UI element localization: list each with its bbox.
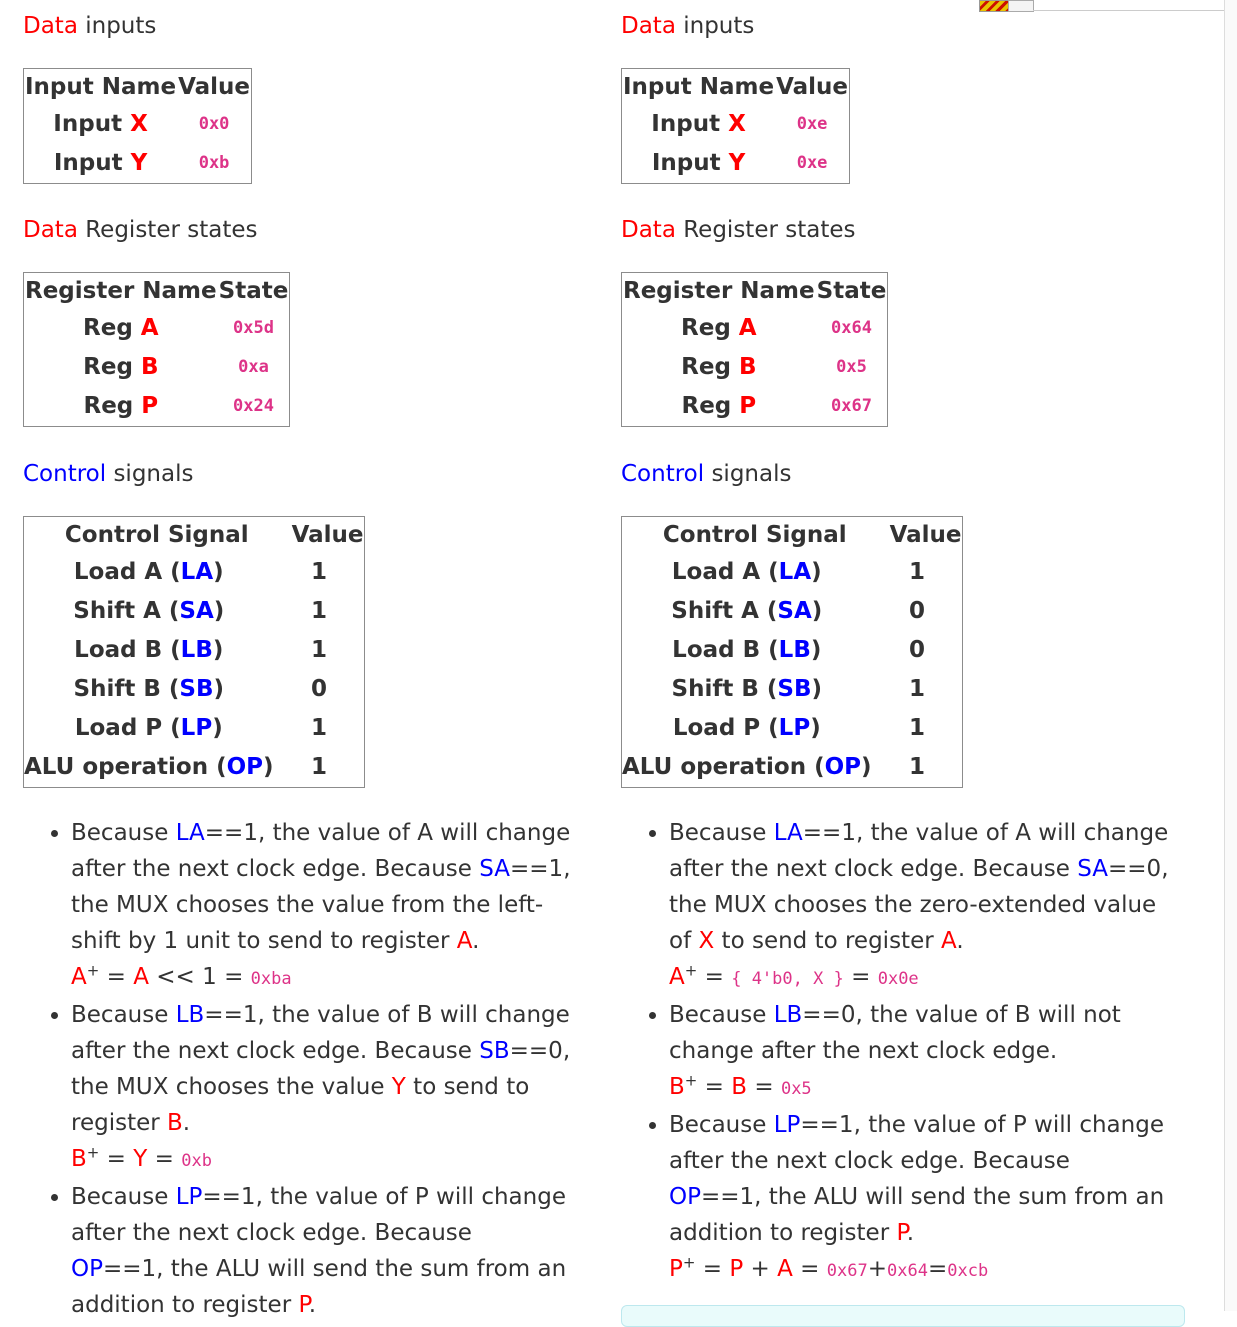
list-item: • Because LA==1, the value of A will change after the next clock edge. Because SA==1, the MUX chooses the value from the left-shift by 1 unit to send to register A. A+ = A << 1 = 0xba xyxy=(71,815,571,997)
table-row: Input X 0xe xyxy=(651,111,828,137)
inputs-table xyxy=(621,68,850,184)
control-signals-heading: Control signals xyxy=(23,461,194,487)
register-states-heading: Data Register states xyxy=(621,217,856,243)
table-row: ALU operation (OP) 1 xyxy=(622,754,926,780)
scrollbar-track[interactable] xyxy=(1224,0,1237,1311)
table-row: Input Y 0xb xyxy=(53,150,230,176)
table-header-row: Control Signal Value xyxy=(64,522,364,548)
table-row: Reg P 0x67 xyxy=(681,393,872,419)
inputs-table xyxy=(23,68,252,184)
table-row: Reg A 0x5d xyxy=(83,315,274,341)
registers-table xyxy=(23,272,290,427)
table-row: Shift A (SA) 0 xyxy=(671,598,926,624)
register-states-heading: Data Register states xyxy=(23,217,258,243)
table-row: Load A (LA) 1 xyxy=(73,559,328,585)
table-row: Input X 0x0 xyxy=(53,111,230,137)
table-row: Shift A (SA) 1 xyxy=(73,598,328,624)
list-item: • Because LP==1, the value of P will change after the next clock edge. Because OP==1, the ALU will send the sum from an addition to register P. P+ = P + A = 0x67+0x64=0xcb xyxy=(669,1107,1169,1289)
table-header-row: Register Name State xyxy=(623,278,887,304)
control-table xyxy=(23,516,365,788)
table-row: Load A (LA) 1 xyxy=(671,559,926,585)
list-item: • Because LA==1, the value of A will change after the next clock edge. Because SA==0, the MUX chooses the zero-extended value of X to send to register A. A+ = { 4'b0, X } = 0x0e xyxy=(669,815,1169,997)
table-row: Load B (LB) 0 xyxy=(672,637,926,663)
table-row: Reg A 0x64 xyxy=(681,315,872,341)
corner-divider xyxy=(1033,10,1224,11)
list-item: • Because LB==1, the value of B will change after the next clock edge. Because SB==0, the MUX chooses the value Y to send to register B. B+ = Y = 0xb xyxy=(71,997,571,1179)
table-row: Load B (LB) 1 xyxy=(74,637,328,663)
control-table xyxy=(621,516,963,788)
corner-box xyxy=(1008,0,1034,12)
registers-table xyxy=(621,272,888,427)
table-row: Shift B (SB) 1 xyxy=(671,676,926,702)
table-header-row: Input Name Value xyxy=(623,74,849,100)
list-item: • Because LP==1, the value of P will change after the next clock edge. Because OP==1, the ALU will send the sum from an addition to register P. xyxy=(71,1179,571,1323)
table-row: ALU operation (OP) 1 xyxy=(24,754,328,780)
table-header-row: Register Name State xyxy=(25,278,289,304)
control-signals-heading: Control signals xyxy=(621,461,792,487)
table-row: Input Y 0xe xyxy=(651,150,828,176)
table-row: Shift B (SB) 0 xyxy=(73,676,328,702)
corner-warning-icon xyxy=(979,0,1009,12)
data-inputs-heading: Data inputs xyxy=(621,13,755,39)
list-item: • Because LB==0, the value of B will not change after the next clock edge. B+ = B = 0x5 xyxy=(669,997,1169,1107)
explanation-list xyxy=(23,815,571,1323)
hint-box xyxy=(621,1305,1185,1327)
table-row: Load P (LP) 1 xyxy=(672,715,926,741)
table-header-row: Input Name Value xyxy=(25,74,251,100)
data-inputs-heading: Data inputs xyxy=(23,13,157,39)
table-row: Reg B 0x5 xyxy=(681,354,867,380)
table-row: Reg P 0x24 xyxy=(83,393,274,419)
table-row: Reg B 0xa xyxy=(83,354,269,380)
explanation-list xyxy=(621,815,1169,1289)
table-row: Load P (LP) 1 xyxy=(74,715,328,741)
table-header-row: Control Signal Value xyxy=(662,522,962,548)
